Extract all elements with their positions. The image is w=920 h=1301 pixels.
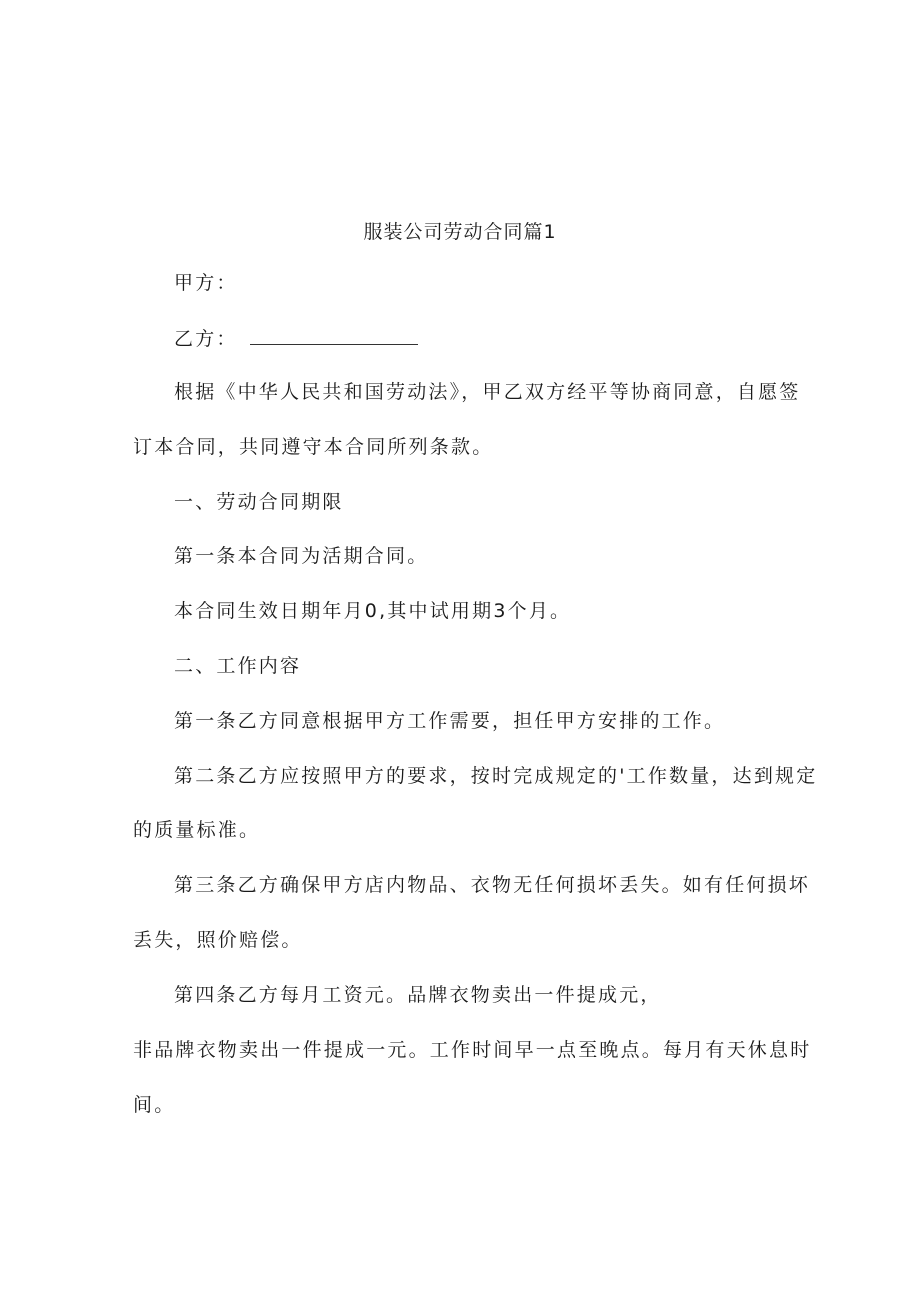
section-2-article-4-line-2: 非品牌衣物卖出一件提成一元。工作时间早一点至晚点。每月有天休息时 <box>133 1039 812 1061</box>
document-title: 服装公司劳动合同篇1 <box>363 221 557 243</box>
section-1-heading: 一、劳动合同期限 <box>174 491 344 513</box>
section-2-article-2-line-2: 的质量标准。 <box>133 819 261 841</box>
party-b-line <box>174 326 418 352</box>
section-2-heading: 二、工作内容 <box>174 655 302 677</box>
section-2-article-3-line-1: 第三条乙方确保甲方店内物品、衣物无任何损坏丢失。如有任何损坏 <box>174 874 811 896</box>
section-1-effective-date: 本合同生效日期年月0,其中试用期3个月。 <box>174 600 572 622</box>
section-1-article-1: 第一条本合同为活期合同。 <box>174 545 429 567</box>
party-a-line <box>174 270 238 296</box>
preamble-line-1: 根据《中华人民共和国劳动法》，甲乙双方经平等协商同意，自愿签 <box>174 381 801 403</box>
party-b-blank <box>250 326 418 345</box>
section-2-article-1: 第一条乙方同意根据甲方工作需要，担任甲方安排的工作。 <box>174 710 726 732</box>
party-a-label: 甲方： <box>174 272 238 294</box>
section-2-article-3-line-2: 丢失，照价赔偿。 <box>133 929 303 951</box>
section-2-article-4-line-3: 间。 <box>133 1094 176 1116</box>
preamble-line-2: 订本合同，共同遵守本合同所列条款。 <box>133 436 494 458</box>
party-b-label: 乙方： <box>174 328 238 350</box>
section-2-article-4-line-1: 第四条乙方每月工资元。品牌衣物卖出一件提成元， <box>174 984 662 1006</box>
section-2-article-2-line-1: 第二条乙方应按照甲方的要求，按时完成规定的'工作数量，达到规定 <box>174 765 818 787</box>
